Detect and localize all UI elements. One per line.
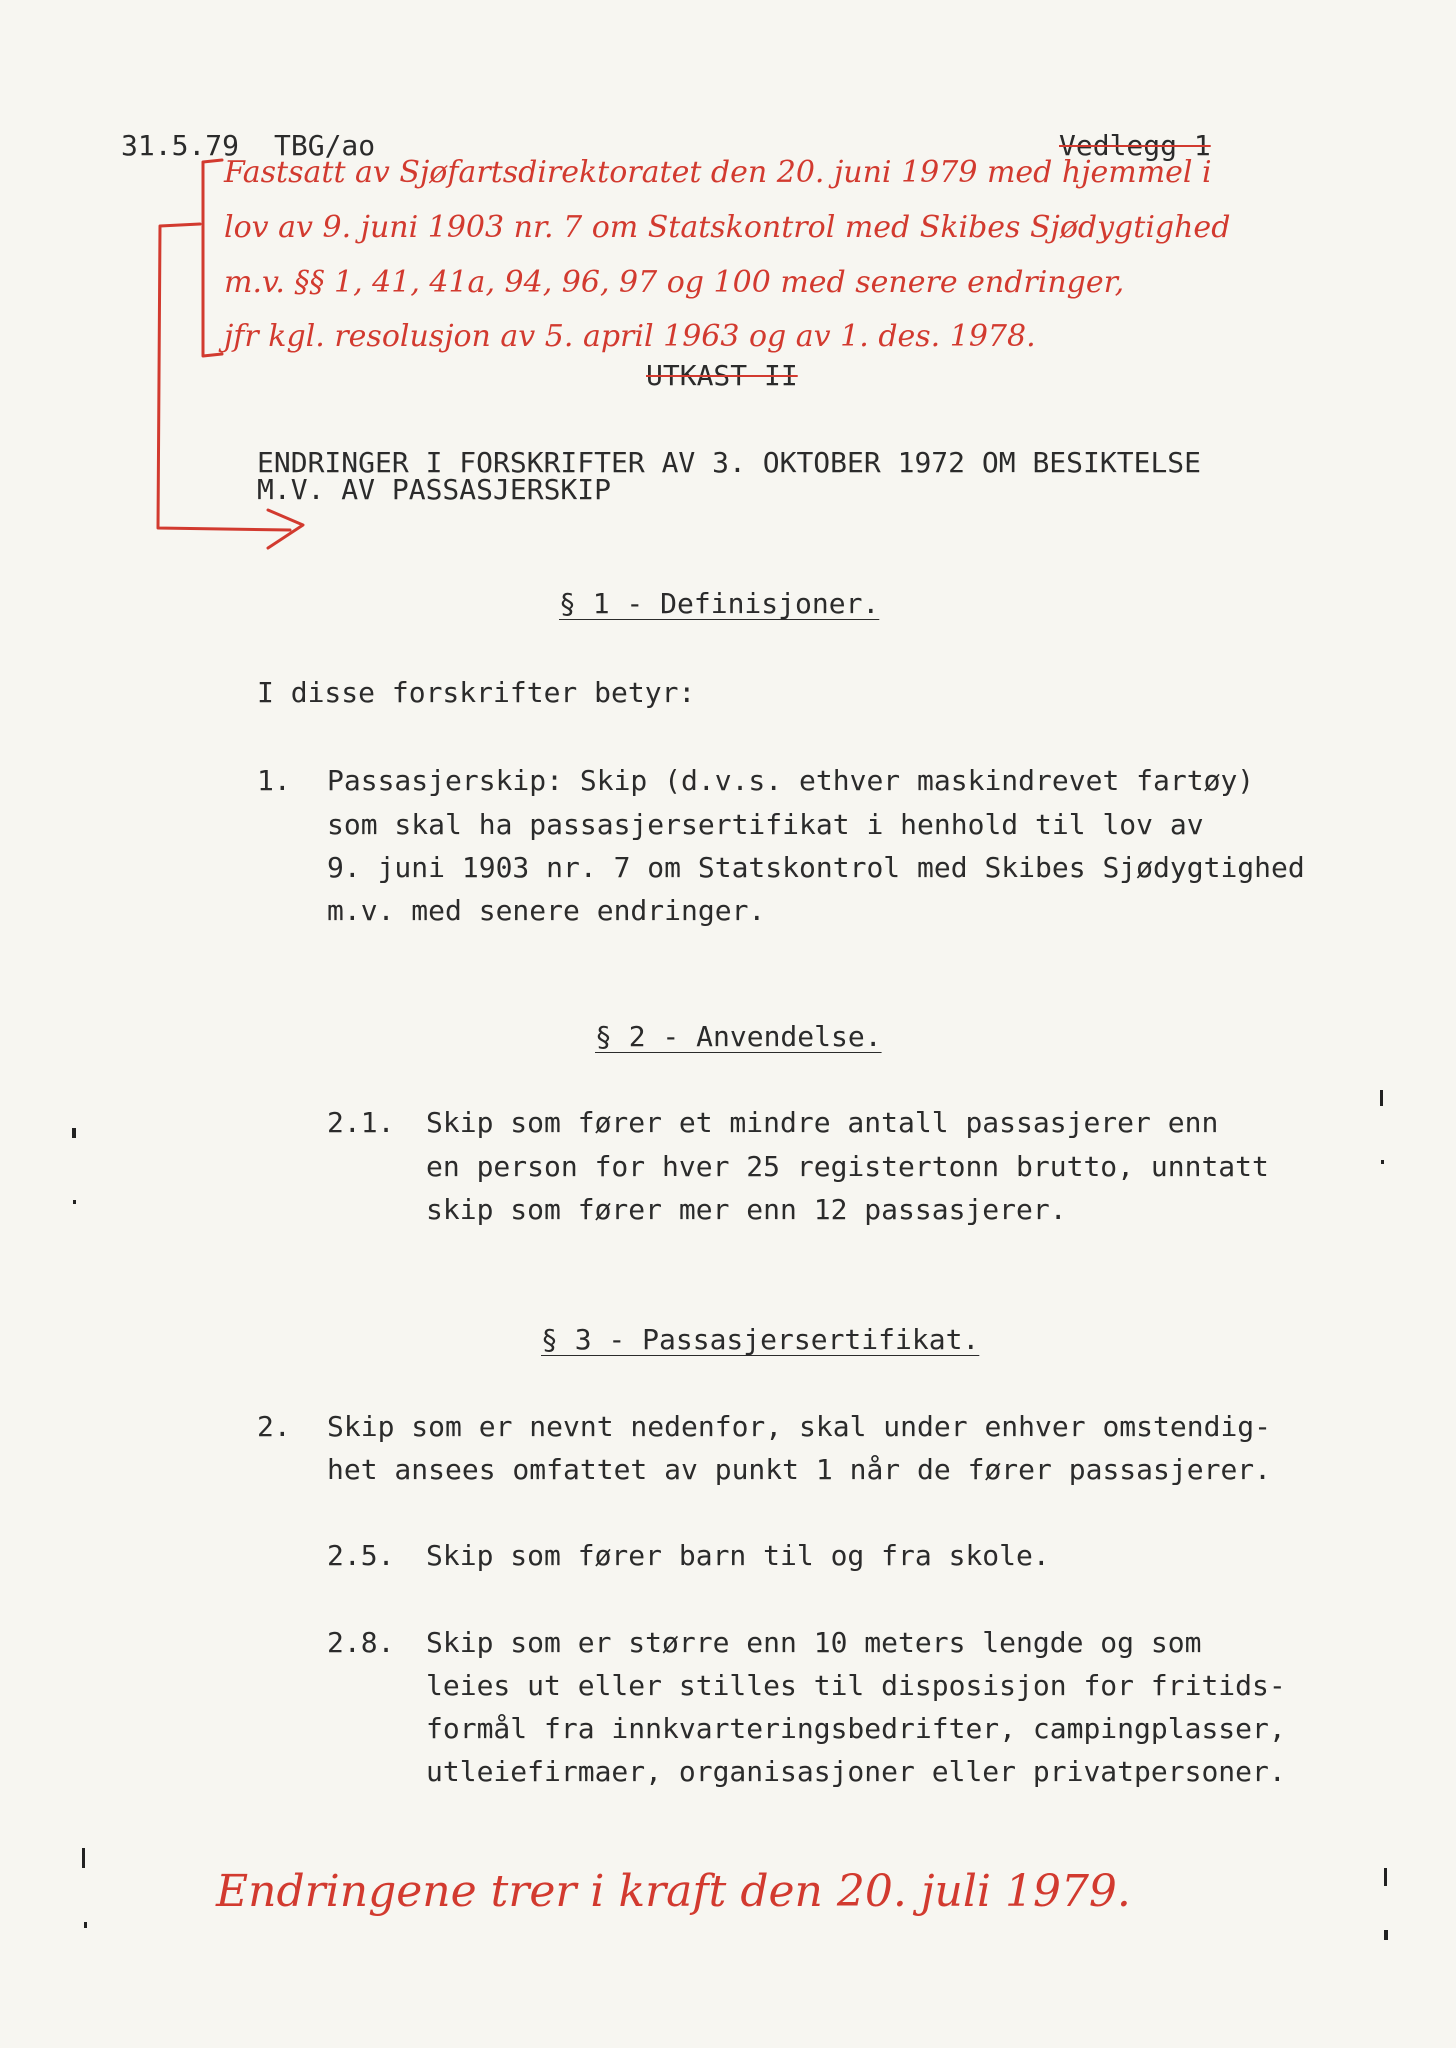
- item-1-line-2: som skal ha passasjersertifikat i henhold til lov av: [327, 808, 1204, 841]
- handwritten-effective-date: Endringene trer i kraft den 20. juli 1979.: [216, 1866, 1131, 1917]
- item-1-number: 1.: [257, 764, 291, 797]
- draft-label: UTKAST II: [646, 359, 798, 392]
- item-2-line-2: het ansees omfattet av punkt 1 når de fører passasjerer.: [327, 1453, 1272, 1486]
- item-1-line-4: m.v. med senere endringer.: [327, 894, 766, 927]
- item-2-5-number: 2.5.: [327, 1539, 395, 1572]
- section-1-intro: I disse forskrifter betyr:: [257, 676, 696, 709]
- scan-speck: [1381, 1160, 1384, 1164]
- handwritten-note-line-1: Fastsatt av Sjøfartsdirektoratet den 20. juni 1979 med hjemmel i: [224, 155, 1212, 190]
- item-2-1-line-3: skip som fører mer enn 12 passasjerer.: [426, 1193, 1067, 1226]
- item-2-8-line-4: utleiefirmaer, organisasjoner eller privatpersoner.: [426, 1755, 1286, 1788]
- scan-speck: [1380, 1090, 1383, 1106]
- item-2-8-line-3: formål fra innkvarteringsbedrifter, campingplasser,: [426, 1712, 1286, 1745]
- item-1-line-3: 9. juni 1903 nr. 7 om Statskontrol med Skibes Sjødygtighed: [327, 851, 1305, 884]
- section-3-heading: § 3 - Passasjersertifikat.: [541, 1323, 980, 1356]
- item-2-number: 2.: [257, 1410, 291, 1443]
- handwritten-note-line-2: lov av 9. juni 1903 nr. 7 om Statskontrol med Skibes Sjødygtighed: [224, 210, 1231, 245]
- item-2-1-line-1: Skip som fører et mindre antall passasjerer enn: [426, 1106, 1219, 1139]
- scan-speck: [82, 1848, 85, 1868]
- handwritten-note-line-4: jfr kgl. resolusjon av 5. april 1963 og av 1. des. 1978.: [224, 319, 1036, 354]
- scan-speck: [73, 1200, 76, 1204]
- date-reference: 31.5.79: [121, 129, 240, 162]
- document-title-line-1: ENDRINGER I FORSKRIFTER AV 3. OKTOBER 1972 OM BESIKTELSE: [257, 446, 1202, 479]
- item-2-8-line-2: leies ut eller stilles til disposisjon for fritids-: [426, 1669, 1286, 1702]
- item-2-8-number: 2.8.: [327, 1626, 395, 1659]
- section-1-heading: § 1 - Definisjoner.: [559, 587, 880, 620]
- scan-speck: [72, 1128, 76, 1138]
- item-2-line-1: Skip som er nevnt nedenfor, skal under enhver omstendig-: [327, 1410, 1272, 1443]
- item-1-line-1: Passasjerskip: Skip (d.v.s. ethver maskindrevet fartøy): [327, 764, 1255, 797]
- item-2-8-line-1: Skip som er større enn 10 meters lengde og som: [426, 1626, 1202, 1659]
- document-title-line-2: M.V. AV PASSASJERSKIP: [257, 473, 612, 506]
- item-2-5-text: Skip som fører barn til og fra skole.: [426, 1539, 1050, 1572]
- item-2-1-line-2: en person for hver 25 registertonn brutto, unntatt: [426, 1150, 1269, 1183]
- scan-speck: [1384, 1868, 1387, 1886]
- handwritten-note-line-3: m.v. §§ 1, 41, 41a, 94, 96, 97 og 100 med senere endringer,: [224, 265, 1125, 300]
- scan-speck: [84, 1922, 87, 1928]
- scan-speck: [1384, 1930, 1388, 1940]
- initials: TBG/ao: [274, 129, 376, 162]
- section-2-heading: § 2 - Anvendelse.: [595, 1020, 882, 1053]
- attachment-label: Vedlegg 1: [1059, 129, 1211, 162]
- item-2-1-number: 2.1.: [327, 1106, 395, 1139]
